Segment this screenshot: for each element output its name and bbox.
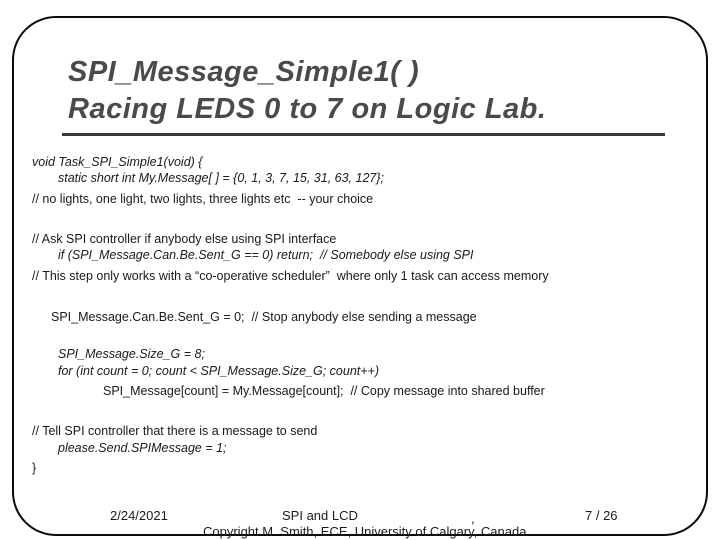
code-comment: // This step only works with a “co-operative scheduler” where only 1 task can access memory <box>32 269 549 283</box>
code-line: please.Send.SPIMessage = 1; <box>58 441 227 455</box>
code-line: } <box>32 461 37 475</box>
code-line: void Task_SPI_Simple1(void) { <box>32 155 203 169</box>
footer-date: 2/24/2021 <box>110 508 168 523</box>
code-line: for (int count = 0; count < SPI_Message.Size_G; count++) <box>58 364 380 378</box>
code-line: SPI_Message[count] = My.Message[count]; // Copy message into shared buffer <box>103 384 545 398</box>
code-line: SPI_Message.Can.Be.Sent_G = 0; // Stop anybody else sending a message <box>51 310 477 324</box>
footer-copyright: Copyright M. Smith, ECE, University of Calgary, Canada <box>203 524 527 539</box>
code-comment: // no lights, one light, two lights, three lights etc -- your choice <box>32 192 374 206</box>
code-comment: // Tell SPI controller that there is a message to send <box>32 424 318 438</box>
footer-comma: , <box>471 511 475 526</box>
footer-page-number: 7 / 26 <box>585 508 618 523</box>
code-line: static short int My.Message[ ] = {0, 1, 3, 7, 15, 31, 63, 127}; <box>58 171 384 185</box>
footer-course: SPI and LCD <box>282 508 358 523</box>
code-line: if (SPI_Message.Can.Be.Sent_G == 0) return; // Somebody else using SPI <box>58 248 474 262</box>
title-line-2: Racing LEDS 0 to 7 on Logic Lab. <box>68 93 547 125</box>
code-line: SPI_Message.Size_G = 8; <box>58 347 205 361</box>
code-comment: // Ask SPI controller if anybody else using SPI interface <box>32 232 337 246</box>
title-line-1: SPI_Message_Simple1( ) <box>68 56 420 88</box>
